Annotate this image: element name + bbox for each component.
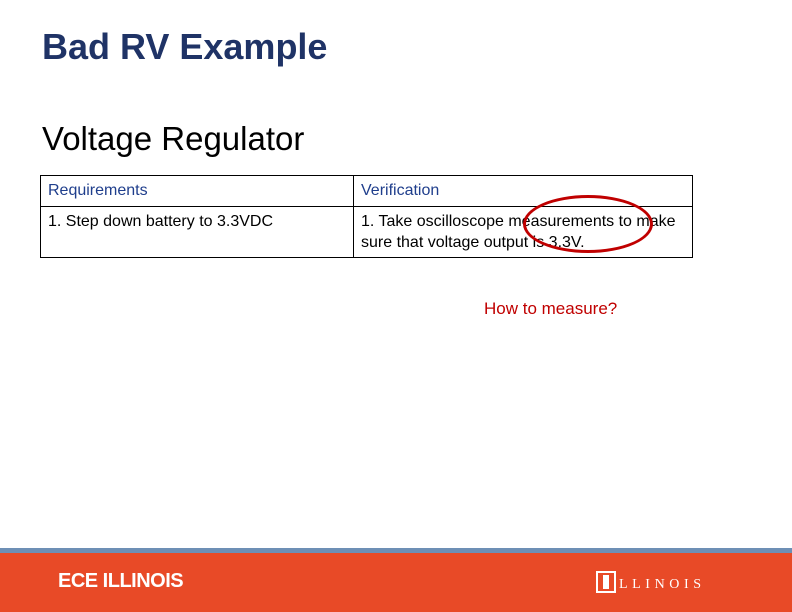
block-i-icon — [596, 571, 616, 593]
illinois-logo — [596, 571, 706, 593]
ece-illinois-logo: ECE ILLINOIS — [58, 570, 184, 592]
header-requirements: Requirements — [41, 176, 354, 207]
requirement-cell: 1. Step down battery to 3.3VDC — [41, 207, 354, 258]
verification-cell: 1. Take oscilloscope measurements to make sure that voltage output is 3.3V. — [354, 207, 693, 258]
annotation-note: How to measure? — [484, 299, 618, 318]
slide-subtitle: Voltage Regulator — [42, 120, 305, 157]
illinois-wordmark: LLINOIS — [619, 576, 706, 592]
footer-bar — [0, 553, 792, 612]
annotation-circle — [523, 195, 653, 253]
slide-title: Bad RV Example — [42, 26, 328, 67]
header-verification: Verification — [354, 176, 693, 207]
